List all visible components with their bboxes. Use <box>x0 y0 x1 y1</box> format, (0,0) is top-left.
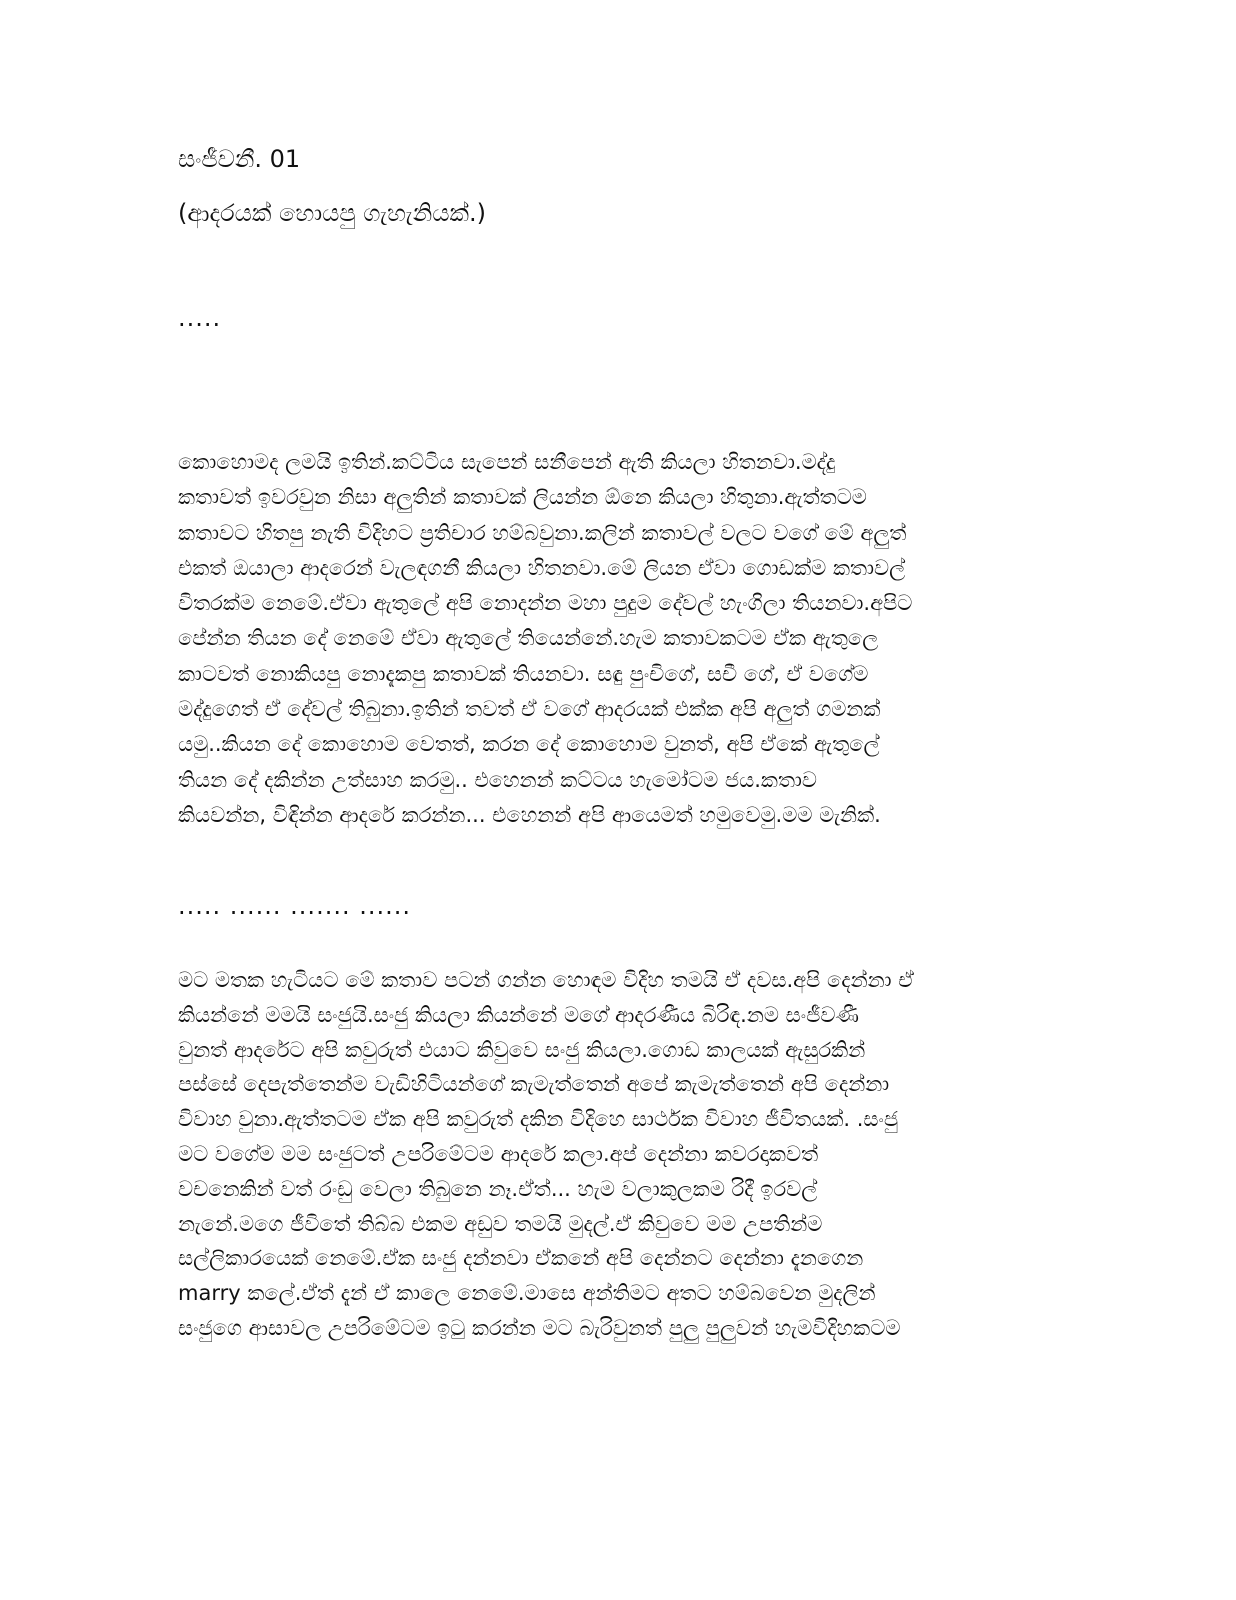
paragraph-line: සල්ලිකාරයෙක් නෙමේ.ඒක සංජු දන්නවා ඒකනේ අපි දෙන්නට දෙන්නා දැනගෙන <box>178 1246 864 1271</box>
paragraph-line: විවාහ වුනා.ඇත්තටම ඒක අපි කවුරුත් දකින විදිහෙ සාර්ථක විවාහ ජීවිතයක්. .සංජු <box>178 1107 899 1132</box>
paragraph-line: කියවන්න, විඳින්න ආදරේ කරන්න... එහෙනන් අපි ආයෙමත් හමුවෙමු.මම මැනික්. <box>178 802 881 827</box>
paragraph-line: යමු..කියන දේ කොහොම වෙතත්, කරන දේ කොහොම වුනත්, අපි ඒකේ ඇතුලේ <box>178 732 880 757</box>
paragraph-line: නැනේ.මගෙ ජීවිතේ තිබ්බ එකම අඩුව තමයි මුදල්.ඒ කිවුවෙ මම උපතින්ම <box>178 1211 823 1236</box>
paragraph-line: වුනත් ආදරේට අපි කවුරුත් එයාට කිවුවෙ සංජු කියලා.ගොඩ කාලයක් ඇසුරකින් <box>178 1037 866 1062</box>
paragraph-line: පේන්න තියන දේ නෙමේ ඒවා ඇතුලේ තියෙන්නේ.හැම කතාවකටම ඒක ඇතුලෙ <box>178 626 879 651</box>
intro-paragraph <box>178 445 1058 833</box>
paragraph-line: වචනෙකින් වත් රංඩු වෙලා තිබුනෙ නෑ.ඒත්... හැම වලාකුලකම රිදී ඉරවල් <box>178 1176 818 1201</box>
chapter-title: සංජීවනී. 01 <box>178 145 301 173</box>
paragraph-line: කාටවත් නොකියපු නොදැකපු කතාවක් තියනවා. සඳු පුංචිගේ, සචී ගේ, ඒ වගේම <box>178 661 869 686</box>
section-separator-dots: ..... ...... ....... ...... <box>178 892 411 920</box>
paragraph-line: කොහොමද ලමයි ඉතින්.කට්ටිය සැපෙන් සනීපෙන් ඇති කියලා හිතනවා.මද්දු <box>178 450 836 474</box>
story-paragraph <box>178 963 1058 1346</box>
paragraph-line: මට මතක හැටියට මේ කතාව පටන් ගන්න හොඳම විදිහ තමයි ඒ දවස.අපි දෙන්නා ඒ <box>178 968 914 992</box>
chapter-subtitle: (ආදරයක් හොයපු ගැහැනියක්.) <box>178 199 486 227</box>
paragraph-line: පස්සේ දෙපැත්තෙන්ම වැඩිහිටියන්ගේ කැමැත්තෙන් අපේ කැමැත්තෙන් අපි දෙන්නා <box>178 1072 890 1097</box>
paragraph-line: තියන දේ දකින්න උත්සාහ කරමු.. එහෙනන් කට්ටය හැමෝටම ජය.කතාව <box>178 767 817 792</box>
paragraph-line: කියන්නේ මමයි සංජුයි.සංජු කියලා කියන්නේ මගේ ආදරණීය බිරිඳ.නම සංජීවණී <box>178 1002 860 1027</box>
paragraph-line: සංජුගෙ ආසාවල උපරිමේටම ඉටු කරන්න මට බැරිවුනත් පුලු පුලුවන් හැමවිදිහකටම <box>178 1315 901 1340</box>
paragraph-line: කතාවත් ඉවරවුන නිසා අලුතින් කතාවක් ලියන්න ඕනෙ කියලා හිතුනා.ඇත්තටම <box>178 485 867 510</box>
paragraph-line: මට වගේම මම සංජුටත් උපරිමේටම ආදරේ කලා.අප් දෙන්නා කවරදාකවත් <box>178 1141 819 1166</box>
section-separator: ..... <box>178 304 222 332</box>
paragraph-line: මද්දුගෙත් ඒ දේවල් තිබුනා.ඉතින් තවත් ඒ වගේ ආදරයක් එක්ක අපි අලුත් ගමනක් <box>178 697 881 722</box>
paragraph-line: marry කලේ.ඒත් දැන් ඒ කාලෙ නෙමේ.මාසෙ අන්තිමට අතට හම්බවෙන මුදලින් <box>178 1281 876 1306</box>
paragraph-line: කතාවට හිතපු නැති විදිහට ප්‍රතිචාර හම්බවුනා.කලින් කතාවල් වලට වගේ මේ අලුත් <box>178 520 907 545</box>
paragraph-line: විතරක්ම නෙමේ.ඒවා ඇතුලේ අපි නොදන්න මහා පුදුම දේවල් හැංගිලා තියනවා.අපිට <box>178 591 913 616</box>
paragraph-line: එකත් ඔයාලා ආදරෙන් වැලඳගනී කියලා හිතනවා.මේ ලියන ඒවා ගොඩක්ම කතාවල් <box>178 555 906 580</box>
